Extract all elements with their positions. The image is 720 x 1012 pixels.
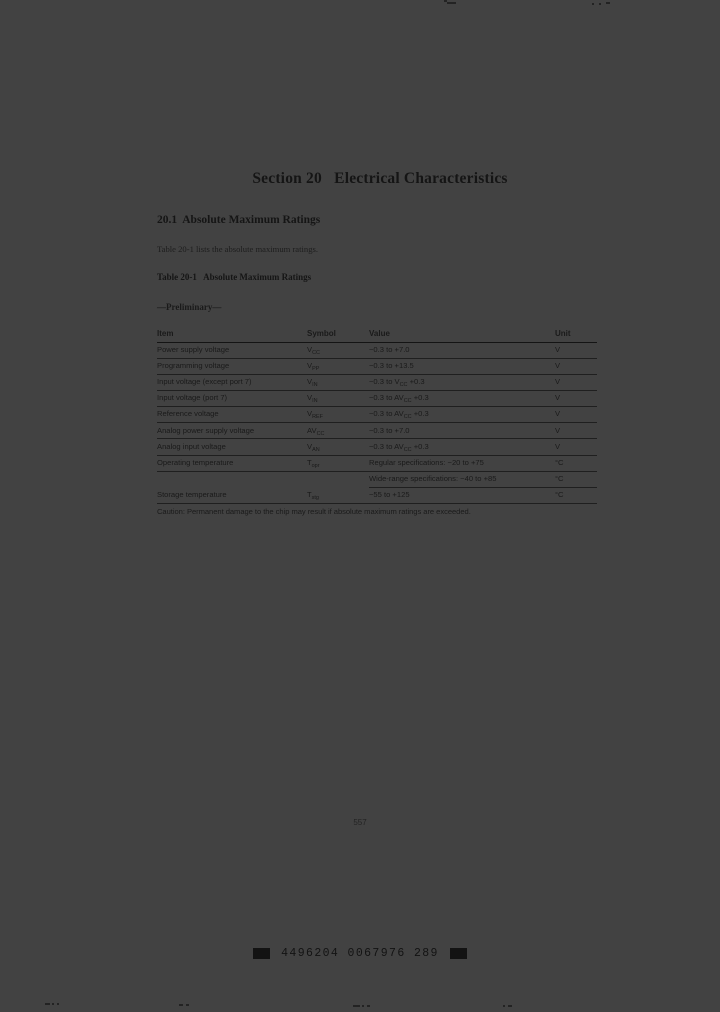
cell-unit: V [555,407,597,423]
symbol-base: T [307,457,312,467]
table-row [157,455,597,471]
subsection-title: 20.1 Absolute Maximum Ratings [157,214,321,226]
table-header-row [157,326,597,342]
cell-item [157,471,307,487]
cell-item: Storage temperature [157,487,307,503]
cell-item: Analog power supply voltage [157,423,307,439]
page-number: 557 [353,818,367,827]
table-row [157,439,597,455]
scan-artifact [367,1005,370,1007]
value-text: Wide-range specifications: −40 to +85 [369,473,497,483]
value-text: −55 to +125 [369,489,410,499]
scan-artifact [503,1005,505,1007]
cell-symbol [307,455,369,471]
page-content [157,170,603,523]
symbol-subscript: stg [311,494,319,501]
column-header-item: Item [157,326,307,342]
table-row [157,407,597,423]
cell-value [369,455,555,471]
value-text: −0.3 to V [369,377,400,387]
value-text-suffix: +0.3 [411,393,429,403]
symbol-base: V [307,409,313,419]
cell-symbol [307,375,369,391]
scan-artifact [592,3,594,5]
value-text: −0.3 to AV [369,409,404,419]
scan-artifact [186,1004,189,1006]
cell-symbol [307,342,369,358]
symbol-subscript: IN [312,398,318,405]
value-subscript: CC [403,398,412,405]
cell-symbol [307,423,369,439]
column-header-unit: Unit [555,326,597,342]
cell-item: Reference voltage [157,407,307,423]
cell-symbol [307,391,369,407]
table-row [157,375,597,391]
symbol-subscript: IN [312,382,318,389]
symbol-subscript: opr [311,462,320,469]
barcode-strip [0,947,720,960]
value-text: −0.3 to +7.0 [369,425,410,435]
column-header-symbol: Symbol [307,326,369,342]
value-text: −0.3 to +7.0 [369,345,410,355]
symbol-base: V [307,393,313,403]
table-row [157,487,597,503]
cell-unit: V [555,391,597,407]
table-row [157,391,597,407]
column-header-value: Value [369,326,555,342]
scan-artifact [444,0,447,2]
symbol-base: V [307,361,313,371]
value-text-suffix: +0.3 [407,377,425,387]
symbol-base: T [307,489,312,499]
cell-symbol [307,358,369,374]
barcode-block-left [253,948,270,959]
scan-artifact [45,1003,50,1005]
table-body [157,342,597,503]
cell-symbol [307,439,369,455]
symbol-base: V [307,441,313,451]
cell-item: Input voltage (port 7) [157,391,307,407]
scan-artifact [599,3,601,5]
cell-item: Input voltage (except port 7) [157,375,307,391]
value-text: −0.3 to AV [369,393,404,403]
cell-unit: °C [555,487,597,503]
table-row [157,342,597,358]
cell-item: Operating temperature [157,455,307,471]
cell-unit: V [555,375,597,391]
cell-value [369,391,555,407]
value-text: −0.3 to AV [369,441,404,451]
cell-value [369,342,555,358]
table-row [157,423,597,439]
value-subscript: CC [403,414,412,421]
section-title: Section 20 Electrical Characteristics [252,170,508,187]
cell-unit: °C [555,471,597,487]
symbol-base: V [307,377,313,387]
value-subscript: CC [399,382,408,389]
value-text-suffix: +0.3 [411,441,429,451]
table-caption: Table 20-1 Absolute Maximum Ratings [157,272,312,282]
symbol-base: AV [307,425,317,435]
cell-value [369,423,555,439]
cell-value [369,407,555,423]
symbol-subscript: PP [312,366,320,373]
value-text-suffix: +0.3 [411,409,429,419]
value-text: −0.3 to +13.5 [369,361,414,371]
scan-artifact [179,1004,183,1006]
preliminary-note: —Preliminary— [157,302,222,312]
cell-symbol [307,471,369,487]
scan-artifact [447,2,456,4]
intro-paragraph: Table 20-1 lists the absolute maximum ratings. [157,244,318,254]
cell-unit: V [555,342,597,358]
cell-value [369,439,555,455]
cell-symbol [307,487,369,503]
cell-item: Programming voltage [157,358,307,374]
value-text: Regular specifications: −20 to +75 [369,457,484,467]
cell-unit: °C [555,455,597,471]
symbol-subscript: REF [312,414,324,421]
cell-value [369,375,555,391]
cell-unit: V [555,423,597,439]
cell-item: Power supply voltage [157,342,307,358]
symbol-subscript: AN [312,446,320,453]
cell-unit: V [555,439,597,455]
symbol-base: V [307,345,313,355]
symbol-subscript: CC [316,430,325,437]
scan-artifact [508,1005,512,1007]
caution-note: Caution: Permanent damage to the chip may result if absolute maximum ratings are exceeded. [157,506,471,516]
cell-value [369,358,555,374]
table-row [157,358,597,374]
cell-value [369,471,555,487]
scan-artifact [52,1003,54,1005]
cell-item: Analog input voltage [157,439,307,455]
cell-unit: V [555,358,597,374]
absolute-maximum-ratings-table [157,326,597,504]
cell-value [369,487,555,503]
scan-artifact [606,2,610,4]
symbol-subscript: CC [312,350,320,357]
barcode-block-right [450,948,467,959]
table-row [157,471,597,487]
value-subscript: CC [403,446,412,453]
barcode-digits: 4496204 0067976 289 [281,947,439,960]
cell-symbol [307,407,369,423]
scan-artifact [362,1005,364,1007]
scan-artifact [353,1005,360,1007]
scan-artifact [57,1003,59,1005]
